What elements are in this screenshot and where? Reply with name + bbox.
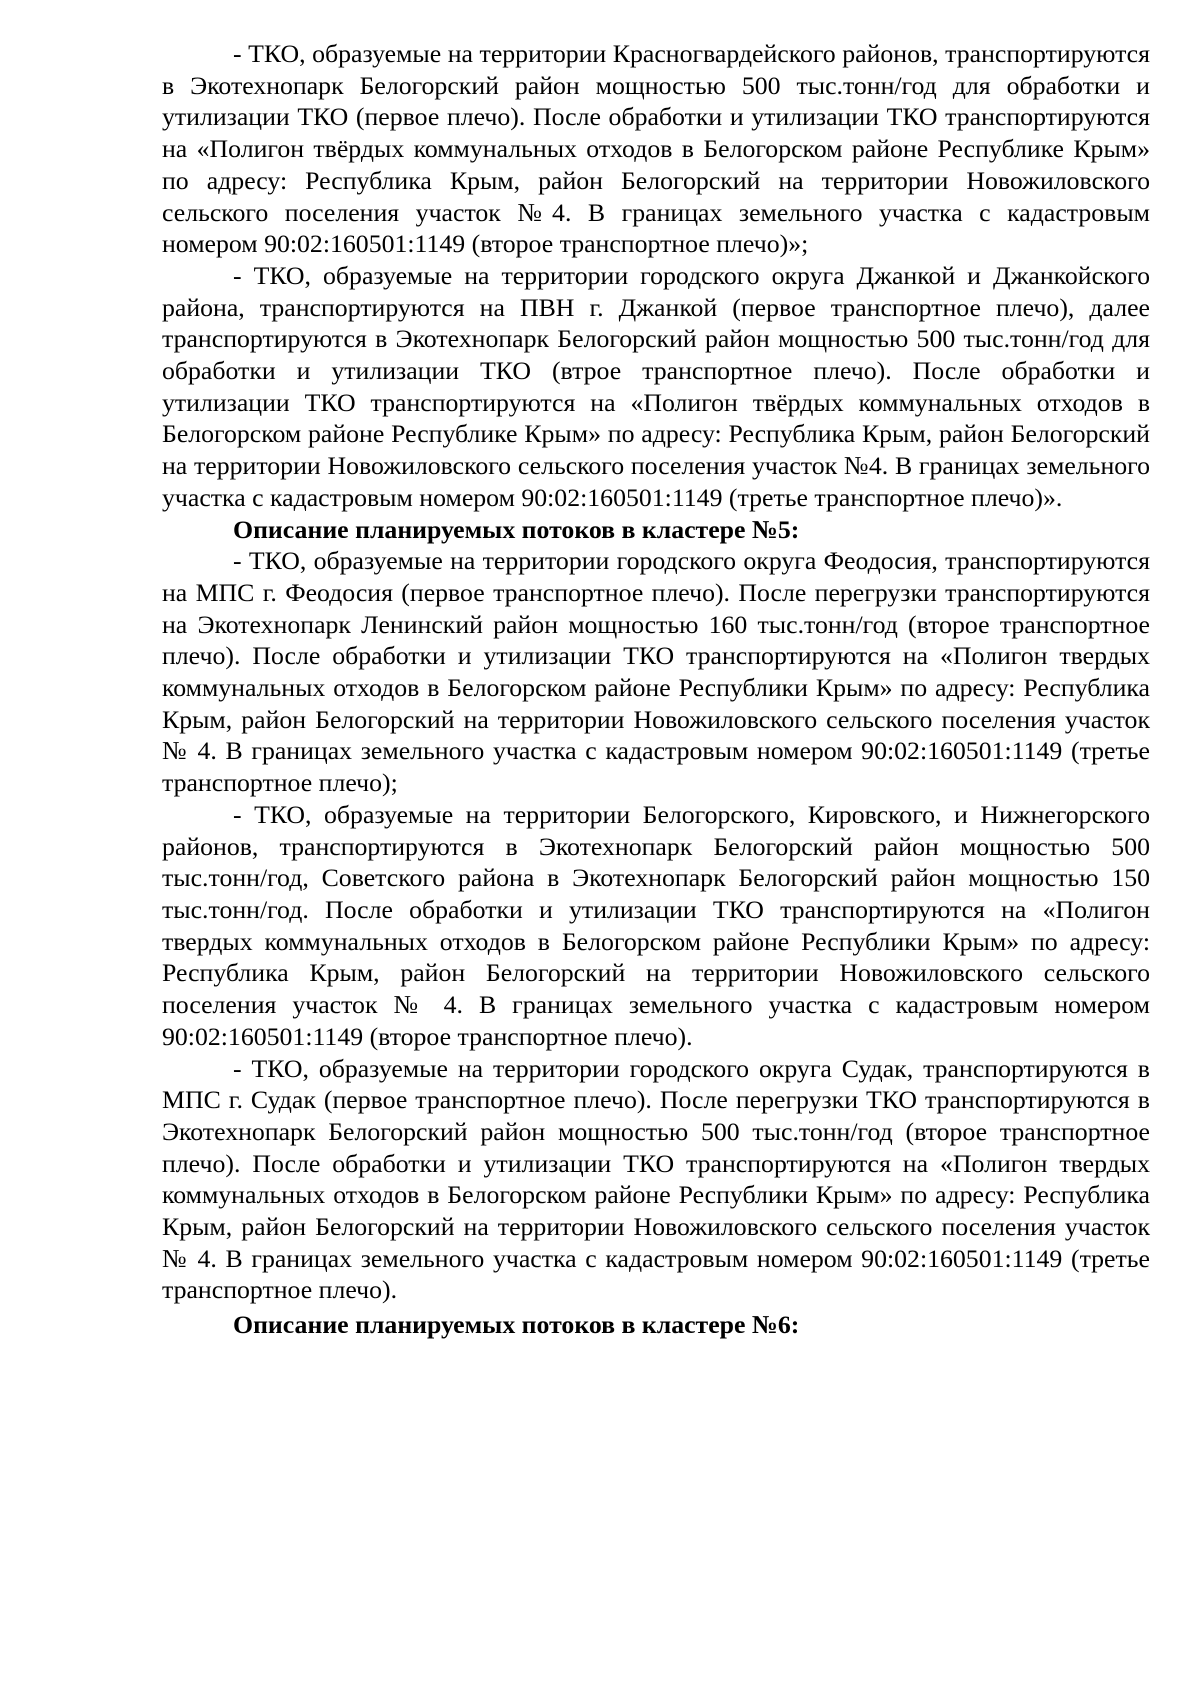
heading-cluster-6: Описание планируемых потоков в кластере №6: (233, 1310, 800, 1340)
document-body (162, 38, 1150, 1341)
paragraph-belogorsky: - ТКО, образуемые на территории Белогорского, Кировского, и Нижнегорского районов, транспортируются в Экотехнопарк Белогорский район мощностью 500 тыс.тонн/год, Советского района в Экотехнопарк Белогорский район мощностью 150 тыс.тонн/год. После обработки и утилизации ТКО транспортируются на «Полигон твердых коммунальных отходов в Белогорском районе Республики Крым» по адресу: Республика Крым, район Белогорский на территории Новожиловского сельского поселения участок № 4. В границах земельного участка с кадастровым номером 90:02:160501:1149 (второе транспортное плечо). (162, 799, 1150, 1051)
paragraph-sudak: - ТКО, образуемые на территории городского округа Судак, транспортируются в МПС г. Судак (первое транспортное плечо). После перегрузки ТКО транспортируются в Экотехнопарк Белогорский район мощностью 500 тыс.тонн/год (второе транспортное плечо). После обработки и утилизации ТКО транспортируются на «Полигон твердых коммунальных отходов в Белогорском районе Республики Крым» по адресу: Республика Крым, район Белогорский на территории Новожиловского сельского поселения участок № 4. В границах земельного участка с кадастровым номером 90:02:160501:1149 (третье транспортное плечо). (162, 1053, 1150, 1305)
paragraph-krasnogvardeysky: - ТКО, образуемые на территории Красногвардейского районов, транспортируются в Экотехнопарк Белогорский район мощностью 500 тыс.тонн/год для обработки и утилизации ТКО (первое плечо). После обработки и утилизации ТКО транспортируются на «Полигон твёрдых коммунальных отходов в Белогорском районе Республике Крым» по адресу: Республика Крым, район Белогорский на территории Новожиловского сельского поселения участок №4. В границах земельного участка с кадастровым номером 90:02:160501:1149 (второе транспортное плечо)»; (162, 39, 1150, 259)
paragraph-dzhankoy: - ТКО, образуемые на территории городского округа Джанкой и Джанкойского района, транспортируются на ПВН г. Джанкой (первое транспортное плечо), далее транспортируются в Экотехнопарк Белогорский район мощностью 500 тыс.тонн/год для обработки и утилизации ТКО (втрое транспортное плечо). После обработки и утилизации ТКО транспортируются на «Полигон твёрдых коммунальных отходов в Белогорском районе Республике Крым» по адресу: Республика Крым, район Белогорский на территории Новожиловского сельского поселения участок №4. В границах земельного участка с кадастровым номером 90:02:160501:1149 (третье транспортное плечо)». (162, 260, 1150, 512)
heading-cluster-5: Описание планируемых потоков в кластере №5: (233, 514, 800, 544)
paragraph-feodosia: - ТКО, образуемые на территории городского округа Феодосия, транспортируются на МПС г. Феодосия (первое транспортное плечо). После перегрузки транспортируются на Экотехнопарк Ленинский район мощностью 160 тыс.тонн/год (второе транспортное плечо). После обработки и утилизации ТКО транспортируются на «Полигон твердых коммунальных отходов в Белогорском районе Республики Крым» по адресу: Республика Крым, район Белогорский на территории Новожиловского сельского поселения участок № 4. В границах земельного участка с кадастровым номером 90:02:160501:1149 (третье транспортное плечо); (162, 546, 1150, 798)
